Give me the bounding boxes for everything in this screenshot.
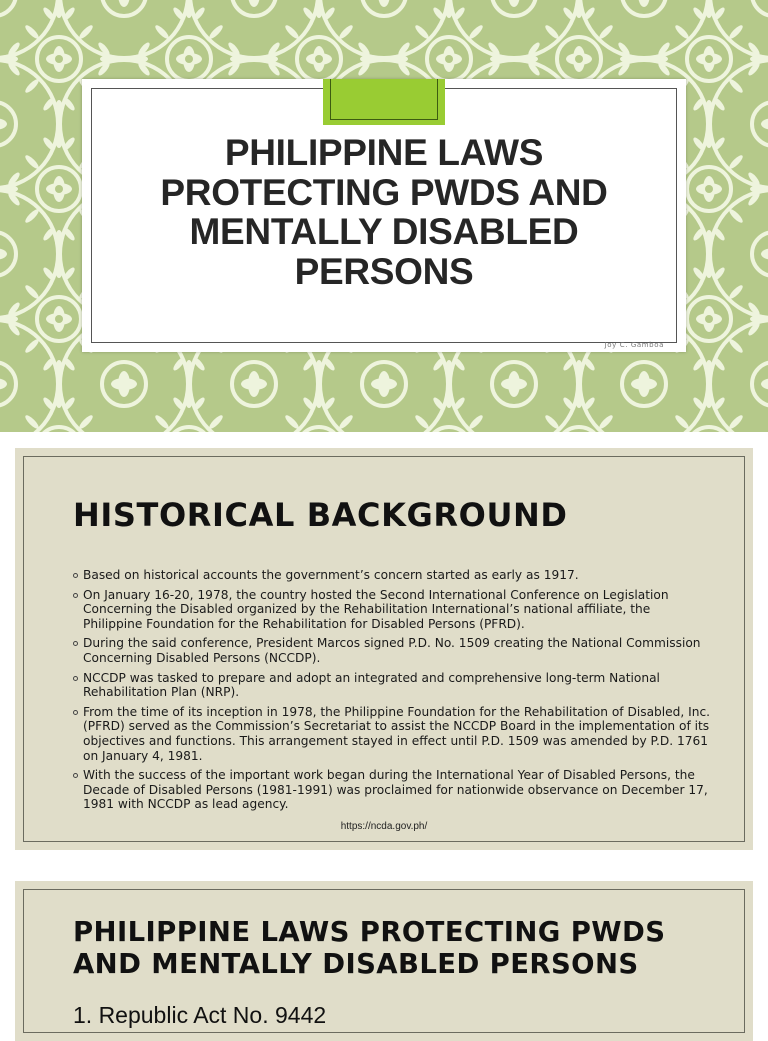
- bullet-item: NCCDP was tasked to prepare and adopt an integrated and comprehensive long-term National Rehabilitation Plan (NRP).: [73, 671, 713, 700]
- numbered-list-item: 1. Republic Act No. 9442: [73, 1002, 327, 1028]
- laws-slide: [15, 881, 753, 1041]
- bullet-list: [73, 568, 713, 817]
- title-card: [82, 79, 686, 352]
- historical-background-slide: [15, 448, 753, 850]
- slide-heading: HISTORICAL BACKGROUND: [73, 496, 568, 534]
- bullet-item: During the said conference, President Marcos signed P.D. No. 1509 creating the National Commission Concerning Disabled Persons (NCCDP).: [73, 636, 713, 665]
- bullet-item: Based on historical accounts the government’s concern started as early as 1917.: [73, 568, 713, 583]
- presentation-title: PHILIPPINE LAWS PROTECTING PWDS AND MENTALLY DISABLED PERSONS: [160, 132, 608, 292]
- slide-heading: PHILIPPINE LAWS PROTECTING PWDS AND MENTALLY DISABLED PERSONS: [73, 916, 666, 980]
- green-accent-tab-frame: [330, 79, 438, 120]
- source-link[interactable]: https://ncda.gov.ph/: [340, 821, 428, 832]
- bullet-item: From the time of its inception in 1978, the Philippine Foundation for the Rehabilitation of Disabled, Inc. (PFRD) served as the Commission’s Secretariat to assist the NCCDP Board in the implementation of its objectives and functions. This arrangement stayed in effect until P.D. 1509 was amended by P.D. 1761 on January 4, 1981.: [73, 705, 713, 763]
- title-slide: [0, 0, 768, 432]
- author-name: Joy C. Gamboa: [604, 341, 664, 349]
- bullet-item: On January 16-20, 1978, the country hosted the Second International Conference on Legislation Concerning the Disabled organized by the Rehabilitation International’s national affiliate, the Philippine Foundation for the Rehabilitation for Disabled Persons (PFRD).: [73, 588, 713, 632]
- bullet-item: With the success of the important work began during the International Year of Disabled Persons, the Decade of Disabled Persons (1981-1991) was proclaimed for nationwide observance on December 17, 1981 with NCCDP as lead agency.: [73, 768, 713, 812]
- green-accent-tab: [323, 79, 445, 125]
